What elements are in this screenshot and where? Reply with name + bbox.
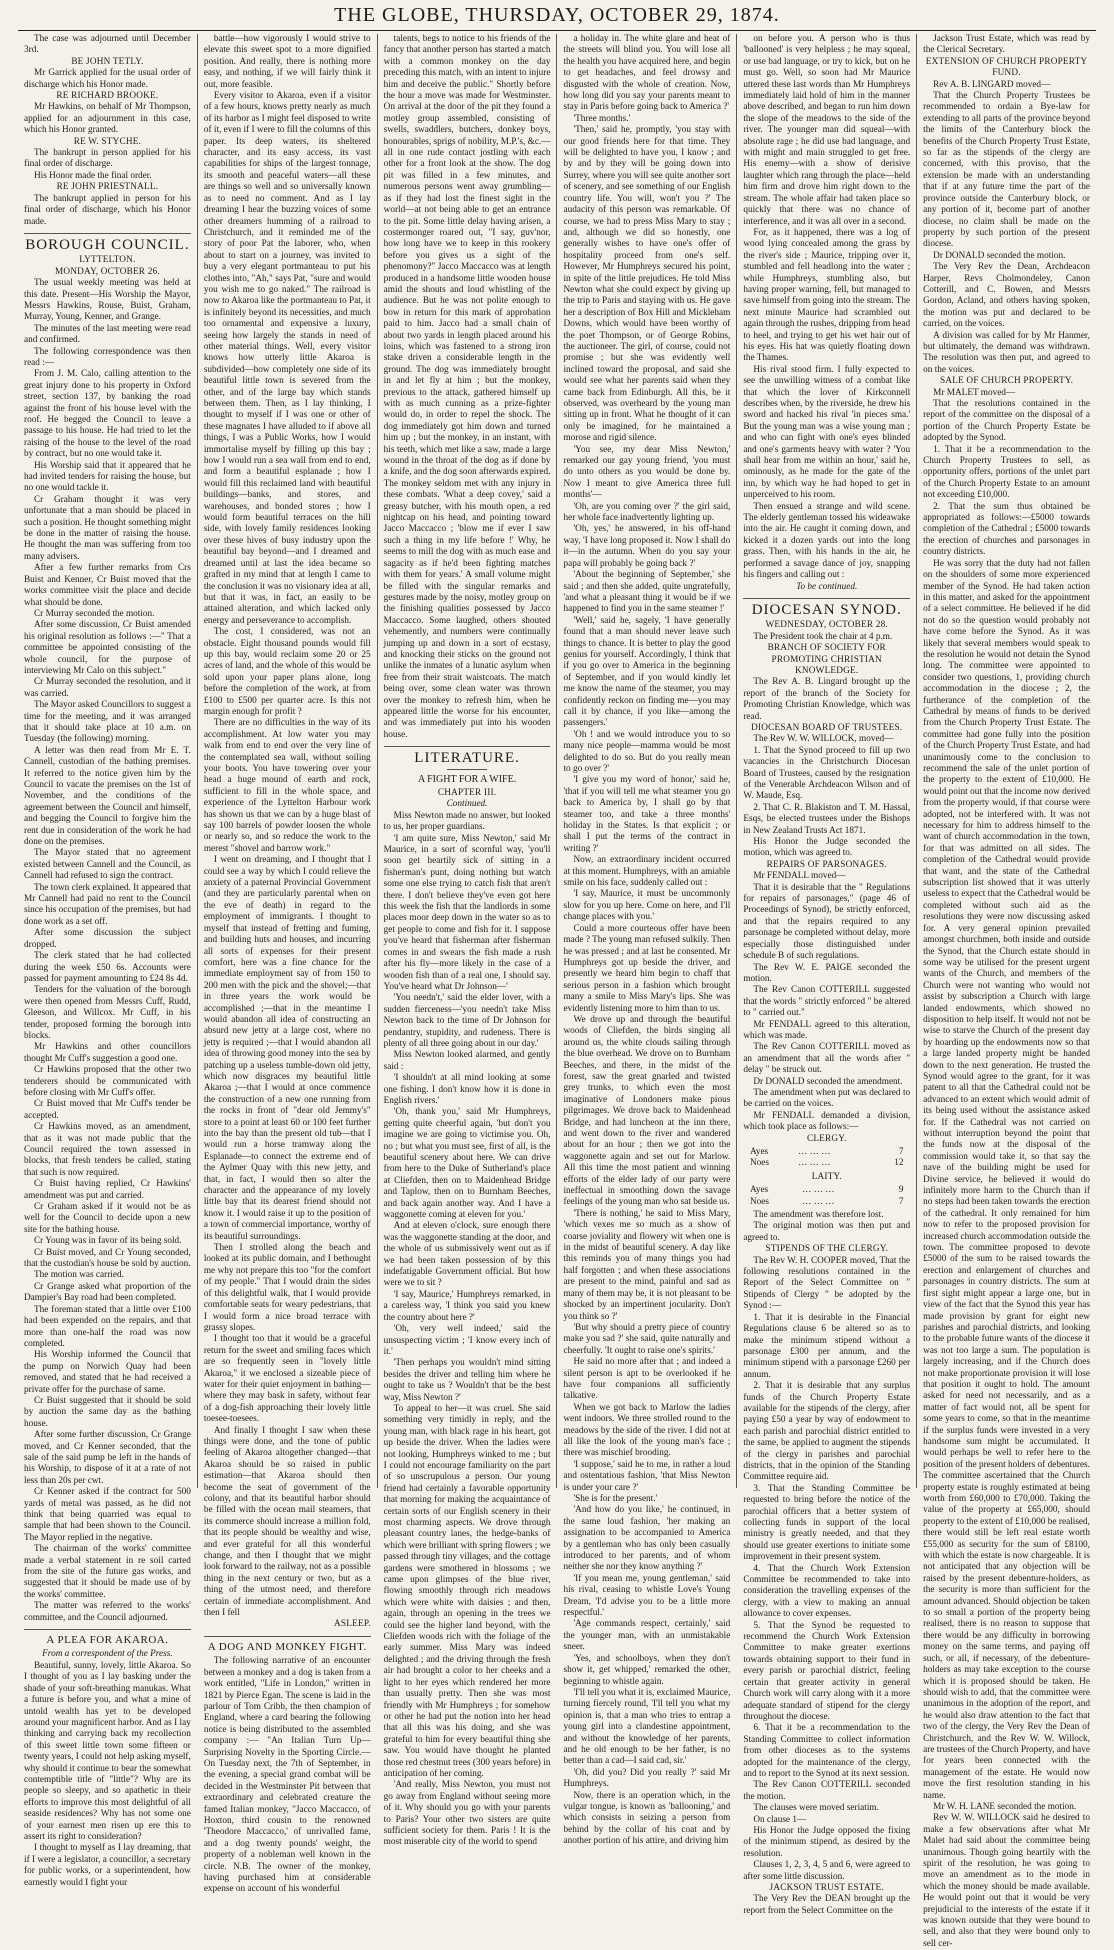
paragraph: Dr DONALD seconded the motion. [933,250,1066,261]
paragraph: Cr Graham thought it was very unfortunate that a man should be placed in such a position. He thought something might be done in the matter of raising the house. He thought the man was suffering from too many advisers. [24,494,191,562]
paragraph: The bankrupt applied in person for his final order of discharge, which his Honor made. [24,193,191,227]
paragraph: The Rev Canon COTTERILL seconded the motion. [743,1780,911,1802]
paragraph: RE RICHARD BROOKE. [56,91,159,102]
paragraph: 'Well,' said he, sagely, 'I have generally found that a man should never leave such things to chance. It is better to play the good genius for yourself. Accordingly, I think that if you go over to America in the beginning of September, and if you would kindly let me know the name of the steamer, you may confidently reckon on finding me—you may call it by chance, if you like—among the passengers.' [563,615,731,729]
paragraph: A letter was then read from Mr E. T. Cannell, custodian of the bathing premises. It referred to the notice given him by the Council to vacate the premises on the 1st of November, and the conditions of the agreement between the Council and himself, and begging the Council to forgive him the rent due in consideration of the work he had done on the premises. [24,745,191,848]
paragraph: 'Oh, very well indeed,' said the unsuspecting victim ; 'I know every inch of it.' [383,1324,551,1357]
paragraph: 'Age commands respect, certainly,' said the younger man, with an unmistakable sneer. [563,1619,731,1653]
paragraph: He was sorry that the duty had not fallen on the shoulders of some more experienced member of the Synod. He had taken action in this matter, and asked for the appointment of a select committee. He believed if he did not do so the question would probably not have come before the Synod. As it was likely that several members would speak to the resolution he would not detain the Synod long. The committee were appointed to consider two questions, 1, providing church accommodation in the diocese ; 2, the furtherance of the completion of the Cathedral by means of funds to be derived from the Church Property Trust Estate. The committee had gone fully into the position of the Church Property Trust Estate, and had unanimously come to the conclusion to recommend the sale of the unlet portion of the property to the extent of £10,000. He would point out that the income now derived from the property would, if that course were adopted, not be interfered with. It was not necessary for him to address himself to the want of church accommodation in the town, for that was admitted on all sides. The completion of the Cathedral would provide that want, and the state of the Cathedral subscription list showed that it was utterly useless to expect that the Cathedral would be completed without such aid as the resolutions they were now discussing asked for. A very general opinion prevailed amongst churchmen, both inside and outside the Synod, that the Church estate should in some way be utilised for the present urgent wants of the Church, and members of the Church were not wanting who would not assist by subscription a Church with large landed endowments, which showed no disposition to help itself. It would not not be wise to starve the Church of the present day by hoarding up the endowments now so that a large landed property might be handed down to the next generation. He trusted the Synod would agree to the grant, for it was patent to all that the Cathedral could not be advanced to an extent which would admit of its being used without the assistance asked for. If the Cathedral was not carried on without interruption beyond the point that the funds now at the disposal of the commission would take it, so that say the nave of the building might be used for Divine service, he believed it would do infinitely more harm to the Church than if no steps had been taken towards the erection of the cathedral. It only remained for him now to refer to the proposed provision for increased church accommodation outside the town. The committee proposed to devote £5000 of the sum to be raised towards the erection and enlargement of churches and parsonages in country districts. The sum at first sight might appear a large one, but in view of the fact that the Synod this year has made provision by grant for eight new parishes and parochial districts, and looking to the probable future wants of the diocese it was not too large a sum. The population is largely increasing, and if the Church does not make proportionate provision it will lose that position it ought to hold. The amount asked for need not necessarily, and as a matter of fact would not, all be spent for some years to come, so that in the meantime if the surplus funds were invested in a very handsome sum might be accumulated. It would perhaps be well to refer here to the position of the present holders of debentures. The committee ascertained that the Church property estate is roughly estimated at being worth from £60,000 to £70,000. Taking the value of the property at £65,000, should property to the extent of £10,000 be realised, there would still be left real estate worth £55,000 as security for the sum of £8100, with which the estate is now chargeable. It is not anticipated that any objection will be raised by the present debenture-holders, as the security is more than sufficient for the amount advanced. Should objection be taken to so small a portion of the property being realised, there is no reason to suppose that there would be any difficulty in borrowing money on the same terms, and paying off such, or all, if necessary, of the debenture-holders as may take exception to the course which it is proposed should be taken. He should wish to add, that the committee were unanimous in the adoption of the report, and he would also draw attention to the fact that two of the clergy, the Very Rev the Dean of Christchurch, and the Rev W. W. Willock, are trustees of the Church Property, and have for years been connected with the management of the estate. He would now move the first resolution standing in his name. [923,558,1090,1801]
plea-heading: A PLEA FOR AKAROA. [46,1634,169,1647]
paragraph: 'And how do you like,' he continued, in the same loud fashion, 'her making an assignation to be accompanied to America by a gentleman who has only been casually introduced to her parents, and of whom neither she nor they know anything ?' [563,1505,731,1573]
paragraph: When we got back to Marlow the ladies went indoors. We three strolled round to the meadows by the side of the river. I did not at all like the look of the young man's face ; there was mischief brooding. [563,1402,731,1459]
paragraph: A division was called for by Mr Hanmer, but ultimately, the demand was withdrawn. The resolution was then put, and agreed to on the voices. [923,330,1090,375]
column-4 [557,34,737,1847]
paragraph: 'Oh, are you coming over ?' the girl said, her whole face inadvertently lighting up. [563,501,731,524]
paragraph: 'If you mean me, young gentleman,' said his rival, ceasing to whistle Love's Young Dream, 'I'd advise you to be a little more respectful.' [563,1573,731,1619]
paragraph: Now, there is an operation which, in the vulgar tongue, is known as 'ballooning,' and which consists in seizing a person from behind by the collar of his coat and by another portion of his attire, and driving him [563,1790,731,1847]
vote-dots: … … … [798,1147,831,1157]
paragraph: I thought to myself as I lay dreaming, that if I were a legislator, a councillor, a secretary for public works, or a superintendent, how earnestly would I fight your [24,1843,191,1888]
column-6 [917,34,1096,1949]
paragraph: 'I say, Maurice, it must be uncommonly slow for you up here. Come on here, and I'll change places with you.' [563,889,731,923]
paragraph: 'I am quite sure, Miss Newton,' said Mr Maurice, in a sort of scornful way, 'you'll soon get heartily sick of sitting in a fisherman's punt, doing nothing but watch some one else trying to catch fish that aren't there. I don't believe they've even got here this week the fish that the landlords in some places moor deep down in the water so as to get people to come and fish for it. I suppose you've heard that fisherman after fisherman comes in and swears the fish made a rush after his fly—more likely in the case of a wooden fish than of a real one, I should say. You've heard what Dr Johnson—' [383,833,551,992]
paragraph: 'Oh, yes,' he answered, in his off-hand way, 'I have long proposed it. Now I shall do it—in the autumn. When do you say your papa will probably be going back ?' [563,524,731,569]
paragraph: The following correspondence was then read :— [24,346,191,368]
vote-row [750,1185,903,1196]
divider [24,233,191,234]
paragraph: BRANCH OF SOCIETY FOR PROMOTING CHRISTIAN KNOWLEDGE. [767,643,886,676]
vote-label: Ayes [749,1147,769,1157]
paragraph: 4. That the Church Work Extension Committee be recommended to take into consideration the travelling expenses of the clergy, with a view to making an annual allowance to cover expenses. [743,1563,911,1620]
column-1 [18,34,198,1888]
paragraph: 'I'll tell you what it is, exclaimed Maurice, turning fiercely round, 'I'll tell you what my opinion is, that a man who tries to entrap a young girl into a clandestine appointment, and without the knowledge of her parents, and he old enough to be her father, is no better than a cad—I said cad, sir.' [563,1687,731,1767]
synod-body [743,632,910,1134]
paragraph: EXTENSION OF CHURCH PROPERTY FUND. [925,56,1088,79]
paragraph: RE JOHN PRIESTNALL. [56,182,159,193]
synod-continued [923,34,1090,1950]
paragraph: RE W. STYCHE. [73,136,142,147]
paragraph: Could a more courteous offer have been made ? The young man refused sulkily. Then he was pressed ; and at last he consented. Mr Humphreys got up beside the driver, and presently we heard him begin to chaff that serious person in a fashion which brought many a smile to Miss Mary's lips. She was evidently listening more to him than to us. [563,923,731,1014]
paragraph: 'I shouldn't at all mind looking at some one fishing. I don't know how it is done in English rivers.' [383,1073,551,1106]
paragraph: Mr FENDALL agreed to this alteration, which was made. [743,1019,911,1041]
paragraph: 'I give you my word of honor,' said he, 'that if you will tell me what steamer you go back to America by, I shall go by that steamer too, and take a three months' holiday in the States. Is that explicit ; or shall I put the terms of the contract in writing ?' [563,775,731,854]
paragraph: Jackson Trust Estate, which was read by the Clerical Secretary. [923,34,1090,56]
divider [743,598,910,599]
paragraph: His Honor the Judge seconded the motion, which was agreed to. [743,837,911,859]
synod-heading: DIOCESAN SYNOD. [751,601,902,618]
paragraph: The Rev W. E. PAIGE seconded the motion. [743,962,911,984]
paragraph: The President took the chair at 4 p.m. [753,631,893,642]
paragraph: SALE OF CHURCH PROPERTY. [940,376,1074,387]
paragraph: 'I suppose,' said he to me, in rather a loud and ostentatious fashion, 'that Miss Newton is under your care ?' [563,1459,731,1493]
paragraph: Then ensued a strange and wild scene. The elderly gentleman tossed his wideawake into the air. He caught it coming down, and kicked it a dozen yards out into the long grass. Then, with his hands in the air, he performed a savage dance of joy, snapping his fingers and calling out : [743,501,911,581]
paragraph: The Very Rev the DEAN brought up the report from the Select Committee on the [743,1894,911,1916]
vote-row [750,1158,903,1169]
paragraph: The usual weekly meeting was held at this date. Present—His Worship the Mayor, Messrs Hawkins, Rouse, Buist, Graham, Murray, Young, Kenner, and Grange. [24,278,191,323]
story-continued [563,34,730,1848]
paragraph: The Mayor stated that no agreement existed between Cannell and the Council, as Cannell had refused to sign the contract. [24,848,191,882]
paragraph: Rev A. B. LINGARD moved— [933,79,1051,90]
paragraph: Beautiful, sunny, lovely, little Akaroa. So I thought of you as I lay basking under the shade of your soft-breathing manukas. What a future is before you, and what a mine of untold wealth has yet to be developed around your magnificent harbor. And as I lay thinking and carrying back my recollection of this sweet little town some fifteen or twenty years, I could not help asking myself, why should it continue to bear the somewhat contemptible title of "little"? Why are its people so sleepy, and so apathetic in their efforts to improve this most delightful of all seaside residences? Why has not some one of your earnest men risen up ere this to assert its right to consideration? [24,1660,191,1842]
paragraph: The bankrupt in person applied for his final order of discharge. [24,148,191,170]
paragraph: Cr Hawkins moved, as an amendment, that as it was not made public that the Council required the town assessed in blocks, that fresh tenders be called, stating that such is now required. [24,1122,191,1178]
paragraph: Mr FENDALL moved— [753,871,846,882]
paragraph: 1. That it be a recommendation to the Church Property Trustees to sell, as opportunity offers, portions of the unlet part of the Church Property Estate to an amount not exceeding £10,000. [923,444,1090,501]
paragraph: The Very Rev the Dean, Archdeacon Harper, Revs Cholmondeley, Canon Cotterill, and C. Bowen, and Messrs Gordon, Acland, and others having spoken, the motion was put and declared to be carried, on the voices. [923,262,1090,330]
paragraph: Cr Buist suggested that it should be sold by auction the same day as the bathing house. [24,1395,191,1429]
borough-place: LYTTELTON. [79,255,136,266]
vote-label: Noes [749,1158,769,1169]
paragraph: The Rev W. W. WILLOCK, moved— [753,734,894,745]
paragraph: His rival stood firm. I fully expected to see the unwilling witness of a combat like that which the lover of Kirkconnell describes when, by the riverside, he drew his sword and hacked his rival 'in pieces sma.' But the young man was a wise young man ; and who can fight with one's eyes blinded and one's garments heavy with water ? 'You shall hear from me within an hour,' said he, ominously, as he made for the gate of the inn, by which way he had hoped to get in unperceived to his room. [743,364,911,501]
paragraph: 'Then,' said he, promptly, 'you stay with our good friends here for that time. They will be delighted to have you, I know ; and by and by they will be going down into Surrey, where you will see quite another sort of scenery, and see something of our English country life. You will, won't you ?' The audacity of this person was remarkable. Of course, we had to press Miss Mary to stay ; and, although we did so honestly, one generally wishes to have one's offer of hospitality proceed from one's self. However, Mr Humphreys secured his point, in spite of the little prejudices. He told Miss Newton what she could expect by giving up the trip to Paris and staying with us. He gave her a description of Box Hill and Mickleham Downs, which would have been worthy of the poet Thompson, or of George Robins, the auctioneer. The girl, of course, could not promise ; but she was evidently well inclined toward the proposal, and said she would see what her parents said when they came back from Edinburgh. All this, be it observed, was overheard by the young man sitting up in front. What he thought of it can only be imagined, for he maintained a morose and rigid silence. [563,125,731,444]
masthead [18,0,1096,31]
paragraph: Tenders for the valuation of the borough were then opened from Messrs Cuff, Rudd, Gleeson, and Willcox. Mr Cuff, in his tender, proposed forming the borough into blocks. [24,985,191,1041]
paragraph: DIOCESAN BOARD OF TRUSTEES. [751,722,903,733]
paragraph: The amendment when put was declared to be carried on the voices. [743,1087,911,1110]
story-end [743,34,910,582]
paragraph: The clauses were moved seriatim. [753,1803,879,1814]
paragraph: Miss Newton looked alarmed, and gently said : [383,1050,551,1072]
plea-byline: From a correspondent of the Press. [42,1649,173,1660]
story-continued-note: Continued. [446,799,488,810]
paragraph: 2. That the sum thus obtained be appropriated as follows:—£5000 towards completion of the Cathedral ; £5000 towards the erection of churches and parsonages in country districts. [923,501,1090,558]
plea-body [24,1661,191,1889]
paragraph: 2. That it is desirable that any surplus funds of the Church Property Estate available for the stipends of the clergy, after paying £50 a year by way of endowment to each parish and parochial district entitled to the same, be applied to augment the stipends of the clergy in parishes and parochial districts, that in the opinion of the Standing Committee require aid. [743,1381,911,1483]
vote-label: Noes [749,1196,769,1207]
paragraph: The Rev Canon COTTERILL moved as an amendment that all the words after " delay " be struck out. [743,1042,911,1076]
paragraph: After some discussion the subject dropped. [24,928,191,950]
column-3 [378,34,558,1848]
paragraph: 1. That the Synod proceed to fill up two vacancies in the Christchurch Diocesan Board of Trustees, caused by the resignation of the Venerable Archdeacon Wilson and of W. Maude, Esq. [743,745,911,802]
paragraph: on before you. A person who is thus 'ballooned' is very helpless ; he may squeal, or use bad language, or try to kick, but on he must go. Well, so soon had Mr Maurice uttered these last words than Mr Humphreys immediately laid hold of him in the manner above described, and began to run him down the slope of the meadows to the side of the river. The younger man did squeal—with absolute rage ; he did use bad language, and with might and main struggled to get free. His enemy—with a show of derisive laughter which rang through the place—held him firm and drove him right down to the stream. The whole affair had taken place so quickly that there was no chance of interference, and it was all over in a second. [743,34,911,227]
vote-dots: … … … [802,1196,835,1207]
paragraph: The cost, I considered, was not an obstacle. Eight thousand pounds would fill up this bay, would reclaim some 20 or 25 acres of land, and the whole of this would be sold upon your paper plans alone, long before the completion of the work, at from £100 to £500 per quarter acre. Is this not margin enough for profit ? [203,627,371,717]
paragraph: Rev W. W. WILLOCK said he desired to make a few observations after what Mr Malet had said about the committee being unanimous. Though going heartily with the spirit of the resolution, he was going to move an amendment as to the mode in which the money should be made available. He would point out that it would be very prejudicial to the interests of the estate if it was known outside that they were bound to sell, and also that they were bound only to sell cer- [923,1813,1090,1949]
paragraph: After a few further remarks from Crs Buist and Kenner, Cr Buist moved that the works committee visit the place and decide what should be done. [24,563,191,608]
paragraph: And at eleven o'clock, sure enough there was the waggonette standing at the door, and the whole of us submissively went out as if we had been taken possession of by this indefatigable Government official. But how were we to sit ? [383,1221,551,1289]
paragraph: The town clerk explained. It appeared that Mr Cannell had paid no rent to the Council since his occupation of the premises, but had done work as a set off. [24,882,191,927]
column-container [18,34,1096,1949]
paragraph: a holiday in. The white glare and heat of the streets will blind you. You will lose all the health you have acquired here, and begin to get headaches, and feel drowsy and disgusted with the whole of creation. Now, how long did you say your parents meant to stay in Paris before going back to America ?' [563,34,731,113]
paragraph: From J. M. Calo, calling attention to the great injury done to his property in Oxford street, section 137, by banking the road against the front of his house level with the roof. He begged the Council to leave a passage to his house. He had tried to let the raising of the house to the level of the road by contract, but no one would take it. [24,369,191,460]
paragraph: That the resolutions contained in the report of the committee on the disposal of a portion of the Church Property Estate be adopted by the Synod. [923,399,1090,444]
paragraph: After some discussion, Cr Buist amended his original resolution as follows :—" That a committee be appointed consisting of the whole council, for the purpose of interviewing Mr Calo on this subject." [24,620,191,676]
story-chapter: CHAPTER III. [437,788,497,798]
paragraph: That it is desirable that the " Regulations for repairs of parsonages," (page 46 of Proceedings of Synod), be strictly enforced, and that the repairs required to any parsonage be completed without delay, more especially those distinguished under schedule B of such regulations. [743,882,911,962]
paragraph: 'Three months.' [573,113,631,124]
vote-count: 7 [898,1147,904,1157]
paragraph: That the Church Property Trustees be recommended to ordain a Bye-law for extending to all parts of the province beyond the limits of the Canterbury block the benefits of the Church Property Trust Estate, so far as the stipends of the clergy are concerned, with this proviso, that the extension be made with an understanding that if at any future time the part of the province outside the Canterbury block, or any portion of it, become part of another diocese, no claim shall be made on the property by such portion of the present diocese. [923,91,1090,250]
paragraph: 5. That the Synod be requested to recommend the Church Work Extension Committee to make greater exertions towards obtaining support to their fund in every parish or parochial district, feeling certain that greater activity in general Church work will carry along with it a more adequate standard of stipend for the clergy throughout the diocese. [743,1620,911,1722]
paragraph: The motion was carried. [34,1270,124,1281]
paragraph: Cr Kenner asked if the contract for 500 yards of metal was passed, as he did not think that being quarried was equal to sample that had been shown to the Council. The Mayor replied in the negative. [24,1487,191,1543]
paragraph: 'Oh, thank you,' said Mr Humphreys, getting quite cheerful again, 'but don't you imagine we are going to victimise you. Oh, no ; but what you must see, first of all, is the beautiful scenery about here. We can drive from here to the Duke of Sutherland's place at Cliefden, then on to Maidenhead Bridge and Taplow, then on to Burnham Beeches, and back again another way. And I have a waggonette coming at eleven for you.' [383,1107,551,1221]
paragraph: Cr Buist moved, and Cr Young seconded, that the custodian's house be sold by auction. [24,1247,191,1270]
paragraph: To appeal to her—it was cruel. She said something very timidly in reply, and the young man, with black rage in his heart, got up beside the driver. When the ladies were not looking, Humphreys winked to me ; but I could not encourage familiarity on the part of so unscrupulous a person. Our young friend had certainly a favorable opportunity that morning for making the acquaintance of certain sorts of our English scenery in their most charming aspects. We drove through pleasant country lanes, the hedge-banks of which were brilliant with spring flowers ; we passed through tiny villages, and the cottage gardens were smothered in blossoms ; we came upon glimpses of the blue river, flowing smoothly through rich meadows which were white with daisies ; and then, again, through an opening in the trees we could see the higher land beyond, with the Cliefden woods rich with the foliage of the early summer. Miss Mary was indeed delighted ; and the driving through the fresh air had brought a color to her cheeks and a light to her eyes which rendered her more than usually pretty. Then she was most friendly with Mr Humphreys ; for somehow or other he had put the notion into her head that all this was his doing, and she was grateful to him for every beautiful thing she saw. You would have thought he planted those red chestnut trees (300 years before) in anticipation of her coming. [383,1403,551,1779]
paragraph: 'About the beginning of September,' she said ; and then she added, quite ungratefully, 'and what a pleasant thing it would be if we happened to find you in the same steamer !' [563,570,731,615]
asleep-signoff: ASLEEP. [334,1619,371,1630]
paragraph: 'She is for the present.' [573,1494,658,1504]
paragraph: Mr MALET moved— [933,387,1016,398]
vote-count: 12 [894,1158,904,1169]
paragraph: Mr Garrick applied for the usual order of discharge which his Honor made. [24,68,191,90]
vote-row [750,1197,903,1208]
paragraph: 6. That it be a recommendation to the Standing Committee to collect information from other dioceses as to the systems adopted for the maintenance of the clergy, and to report to the Synod at its next session. [743,1723,911,1779]
paragraph: He said no more after that ; and indeed a silent person is apt to be overlooked if he have four companions all sufficiently talkative. [563,1357,731,1402]
paragraph: 'You see, my dear Miss Newton,' remarked our gay young friend, 'you must do unto others as you would be done by. Now I meant to give America three full months'— [563,444,731,501]
literature-heading: LITERATURE. [414,750,520,767]
borough-council-body [24,278,191,1624]
synod-body-continued [743,1210,910,1917]
paragraph: Now, an extraordinary incident occurred at this moment. Humphreys, with an amiable smile on his face, suddenly called out : [563,855,731,889]
paragraph: 'And really, Miss Newton, you must not go away from England without seeing more of it. Why should you go with your parents to Paris? Your other two sisters are quite sufficient society for them. Paris ! It is the most miserable city of the world to spend [383,1780,551,1848]
plea-continued [204,34,371,1619]
paragraph: 3. That the Standing Committee be requested to bring before the notice of the parochial officers that a better system of collecting funds in support of the local ministry is greatly needed, and that they should use greater exertions to initiate some improvement in their present system. [743,1483,911,1563]
divider [384,746,551,747]
clergy-vote-table [750,1147,903,1170]
paragraph: The foreman stated that a little over £100 had been expended on the repairs, and that more than one-half the road was now completed. [24,1304,191,1349]
paragraph: His Honor the Judge opposed the fixing of the minimum stipend, as desired by the resolution. [743,1825,911,1859]
paragraph: 'There is nothing,' he said to Miss Mary, 'which vexes me so much as a show of coarse joviality and flowery wit when one is in the midst of beautiful scenery. A day like this reminds you of many things you had half forgotten ; and when these associations are present to the mind, painful and sad as many of them may be, it is not pleasant to be shocked by an impertinent jocularity. Don't you think so ?' [563,1208,731,1322]
paragraph: 'I say, Maurice,' Humphreys remarked, in a careless way, 'I think you said you knew the country about here ?' [383,1289,551,1323]
paragraph: 'Then perhaps you wouldn't mind sitting besides the driver and telling him where he ought to take us ? Wouldn't that be the best way, Miss Newton ?' [383,1358,551,1403]
paragraph: I thought too that it would be a graceful return for the sweet and smiling faces which are so frequently seen in "lovely little Akaroa," it we enclosed a sizeable piece of water for their quiet enjoyment in bathing—where they may bask in safety, without fear of a dog-fish approaching their lovely little toesee-toesees. [203,1334,371,1425]
paragraph: After some further discussion, Cr Grange moved, and Cr Kenner seconded, that the sale of the said pump be left in the hands of his Worship, to dispose of it at a rate of not less than 20s per cwt. [24,1430,191,1486]
laity-vote-table [750,1185,903,1208]
paragraph: Cr Grange asked what proportion of the Dampier's Bay road had been completed. [24,1281,191,1304]
paragraph: The amendment was therefore lost. [753,1210,884,1221]
borough-date: MONDAY, OCTOBER 26. [54,266,160,277]
divider [204,1636,371,1637]
paragraph: On clause 1— [753,1814,807,1825]
paragraph: Cr Murray seconded the resolution, and it was carried. [24,677,191,699]
paragraph: Mr Hawkins, on behalf of Mr Thompson, applied for an adjournment in this case, which his Honor granted. [24,102,191,136]
paragraph: Cr Murray seconded the motion. [34,608,155,619]
paragraph: His Worship informed the Council that the pump on Norwich Quay had been removed, and stated that he had received a private offer for the purchase of same. [24,1350,191,1395]
paragraph: We drove up and through the beautiful woods of Cliefden, the birds singing all around us, the white clouds sailing through the blue overhead. We drove on to Burnham Beeches, and there, in the midst of the forest, saw the great gnarled and twisted grey trunks, to which even the most imaginative of Londoners make pious pilgrimages. We drove back to Maidenhead Bridge, and had luncheon at the inn there, and went down to the river and wandered about for an hour ; then we got into the waggonette again and set out for Marlow. All this time the most patient and winning efforts of the elder lady of our party were ineffectual in smoothing down the savage feelings of the young man who sat beside us. [563,1014,731,1208]
paragraph: STIPENDS OF THE CLERGY. [765,1244,888,1255]
court-notes [24,34,191,228]
dog-continued [384,34,551,741]
paragraph: Then I strolled along the beach and looked at its public domain, and I bethought me why not prepare this too "for the comfort of my people." That I would drain the sides of this delightful walk, that I would provide comfortable seats for weary pedestrians, that I would form a nice broad terrace with grassy slopes. [203,1243,371,1333]
paragraph: 'Oh ! and we would introduce you to so many nice people—mamma would be most delighted to do so. But do you really mean to go over ?' [563,729,731,774]
paragraph: I went on dreaming, and I thought that I could see a way by which I could relieve the anxiety of a paternal Provincial Government (and they are particularly parental when on the eve of death) in regard to the employment of immigrants. I thought to myself that instead of fretting and fuming, and building huts and houses, and incurring all sorts of expenses for their present comfort, here was a fine chance for the immediate employment say of from 150 to 200 men with the pick and the shovel;—that in three years the work would be accomplished ;—that in the meantime I would abandon all idea of constructing an absurd new jetty at a large cost, where no jetty is required ;—that I would abandon all idea of throwing good money into the sea by patching up a useless tumble-down old jetty, which now disgraces my beautiful little Akaroa ;—that I would at once commence the construction of a new one running from the rocks in front of "dear old Jemmy's" store to a point at least 60 or 100 feet further into the bay than the present old tub—that I would run a horse tramway along the Esplanade—to connect the extreme end of the Aylmer Quay with this new jetty, and that, in fact, I would then so alter the character and the appearance of my lovely little bay that its dearest friend should not know it. I would raise it up to the position of a town of commercial importance, worthy of its beautiful surroundings. [203,855,371,1242]
paragraph: 1. That it is desirable in the Financial Regulations clause 6 be altered so as to make the minimum stipend without a parsonage £300 per annum, and the minimum stipend with a parsonage £260 per annum. [743,1312,911,1380]
paragraph: The Mayor asked Councillors to suggest a time for the meeting, and it was arranged that it should take place at 10 a.m. on Tuesday (the following) morning. [24,700,191,745]
paragraph: The Rev W. H. COOPER moved, That the following resolutions contained in the Report of the Select Committee on " Stipends of Clergy " be adopted by the Synod :— [743,1255,911,1312]
vote-label: Ayes [749,1185,769,1196]
paragraph: Cr Graham asked if it would not be as well for the Council to decide upon a new site for the bathing house. [24,1202,191,1235]
paragraph: battle—how vigorously I would strive to elevate this sweet spot to a more dignified position. And really, there is nothing more easy, and nothing, if we will fairly think it out, more feasible. [203,34,371,90]
masthead-title: THE GLOBE, THURSDAY, OCTOBER 29, 1874. [334,4,780,26]
divider [24,1629,191,1630]
paragraph: His Worship said that it appeared that he had invited tenders for raising the house, but no one would tackle it. [24,460,191,494]
paragraph: Cr Young was in favor of its being sold. [34,1236,182,1247]
vote-count: 7 [898,1196,904,1207]
laity-label: LAITY. [811,1171,842,1182]
paragraph: Cr Hawkins proposed that the other two tenderers should be communicated with before closing with Mr Cuff's offer. [24,1065,191,1098]
paragraph: The case was adjourned until December 3rd. [24,34,191,56]
paragraph: Mr FENDALL demanded a division, which took place as follows:— [743,1110,911,1133]
borough-council-heading: BOROUGH COUNCIL. [25,236,190,253]
paragraph: Every visitor to Akaroa, even if a visitor of a few hours, knows pretty nearly as much of its harbor as I might feel disposed to write of it, even if I were to fill the columns of this paper. Its deep waters, its sheltered character, and its easy access, its vast capabilities for ships of the largest tonnage, its smooth and peaceful waters—all these are things so well and so universally known as to need no comment. And as I lay dreaming I hear the buzzing voices of some other dreamers humming of a railroad to Christchurch, and it reminded me of the story of poor Pat the laborer, who, when about to start on a journey, was invited to buy a very elegant portmanteau to put his clothes into, "Ah," says Pat, "sure and would you wish me to go naked." The railroad is now to Akaroa like the portmanteau to Pat, it is infinitely beyond its necessities, and much too ornamental and expensive a luxury, seeing how largely the stands in need of other material things. Well, every visitor knows how utterly little Akaroa is subdivided—how completely one side of its beautiful little town is severed from the other, and of the large bay which stands between them. Then, as I lay thinking, I thought to myself if I was one or other of these magnates I have alluded to if above all things, I was a Public Works, how I would immortalise myself by filling up this bay ; how I would run a sea wall from end to end, and form a beautiful esplanade ; how I would fill this reclaimed land with beautiful buildings—banks, and stores, and warehouses, and bonded stores ; how I would form beautiful terraces on the hill side, with lovely family residences looking over these hives of busy industry upon the beautiful bay beyond—and I dreamed and dreamed until at last the idea became so grafted in my mind that at length I came to the conclusion it was no visionary idea at all, but that it was, in fact, an easily to be attained alteration, and which lacked only energy and perseverance to accomplish. [203,91,371,626]
paragraph: BE JOHN TETLY. [71,56,144,67]
paragraph: The clerk stated that he had collected during the week £50 6s. Accounts were passed for payment amounting to £24 8s 4d. [24,951,191,984]
paragraph: His Honor made the final order. [34,170,152,181]
paragraph: 'Oh, did you? Did you really ?' said Mr Humphreys. [563,1767,731,1790]
dog-heading: A DOG AND MONKEY FIGHT. [207,1640,367,1653]
paragraph: talents, begs to notice to his friends of the fancy that another person has started a match with a common monkey on the day preceding this match, with an intent to injure him and deceive the public." Shortly before the hour a move was made for Westminster. On arrival at the door of the pit they found a motley group assembled, consisting of swells, swaddlers, butchers, donkey boys, honourables, sprigs of nobility, M.P.'s, &c.—all in one rude contact jostling with each other for a front look at the show. The dog pit was filled in a few minutes, and numerous persons went away grumbling—as if they had lost the finest sight in the world—at not being able to get an entrance to the pit. Some little delay having arisen, a costermonger roared out, "I say, guv'nor, how long have we to keep in this rookery before you gives us a sight of the phenomony?" Jacco Maccacco was at length produced in a handsome little wooden house amid the shouts and loud whistling of the audience. But he was not polite enough to bow in return for this mark of approbation paid to him. Jacco had a small chain of about two yards in length placed around his loins, which was fastened to a strong iron stake driven a considerable length in the ground. The dog was immediately brought in and let fly at him ; but the monkey, previous to the attack, gathered himself up with as much cunning as a prize-fighter would do, in order to repel the shock. The dog immediately got him down and turned him up ; but the monkey, in an instant, with his teeth, which met like a saw, made a large wound in the throat of the dog as if done by a knife, and the dog soon afterwards expired. The monkey seldom met with any injury in these combats. 'What a deep covey,' said a greasy butcher, with his mouth open, a red nightcap on his head, and pointing toward Jacco Maccacco ; 'blow me if ever I saw such a thing in my life before !' Why, he seems to mill the dog with as much ease and sagacity as if he'd been fighting matches with them for years.' A small volume might be filled with the singular remarks and gestures made by the noisy, motley group on the finishing qualities possessed by Jacco Maccacco. Some laughed, others shouted vehemently, and numbers were continually jumping up and down in a sort of ecstasy, and knocking their sticks on the ground not unlike the inmates of a lunatic asylum when free from their strait waistcoats. The match being over, some clean water was thrown over the monkey to refresh him, when he appeared little the worse for his encounter, and was immediately put into his wooden house. [383,34,551,740]
column-2 [198,34,378,1895]
column-5 [737,34,917,1916]
paragraph: There are no difficulties in the way of its accomplishment. At low water you may walk from end to end over the very line of the contemplated sea wall, without soiling your boots. You have towering over your head a huge mound of earth and rock, sufficient to fill in the whole space, and experience of the Lyttelton Harbour work has shown us that we can by a huge blast of say 100 barrels of powder loosen the whole or nearly so, and so reduce the work to the merest "shovel and barrow work." [203,718,371,854]
vote-dots: … … … [798,1158,831,1169]
paragraph: The Rev Canon COTTERILL suggested that the words " strictly enforced " be altered to " carried out." [743,985,911,1019]
paragraph: Cr Buist having replied, Cr Hawkins' amendment was put and carried. [24,1179,191,1201]
paragraph: Mr Hawkins and other councillors thought Mr Cuff's suggestion a good one. [24,1042,191,1064]
paragraph: The minutes of the last meeting were read and confirmed. [24,323,191,346]
paragraph: Clauses 1, 2, 3, 4, 5 and 6, were agreed to after some little discussion. [743,1860,911,1882]
paragraph: 'But why should a pretty piece of country make you sad ?' she said, quite naturally and cheerfully. 'It ought to raise one's spirits.' [563,1322,731,1356]
paragraph: REPAIRS OF PARSONAGES. [766,859,887,870]
paragraph: The Rev A. B. Lingard brought up the report of the branch of the Society for Promoting Christian Knowledge, which was read. [743,677,911,722]
story-title: A FIGHT FOR A WIFE. [417,773,517,785]
short-rule [447,769,487,770]
dog-body [204,1656,371,1896]
paragraph: The original motion was then put and agreed to. [743,1221,911,1243]
paragraph: Mr W. H. LANE seconded the motion. [933,1801,1077,1812]
to-be-continued: To be continued. [796,581,858,592]
paragraph: And finally I thought I saw when these things were done, and the tone of public feeling of Akaroa altogether changed—that Akaroa should be so raised in public estimation—that Akaroa should then become the seat of government of the colony, and that its beautiful harbor should be filled with the ocean mail steamers, that its commerce should increase a million fold, that its people should be wealthy and wise, and ever grateful for all this wonderful change, and then I thought that we might look forward to the railway, not as a possible thing in the next century or two, but as a thing of the utmost need, and therefore certain of immediate accomplishment. And then I fell [203,1425,371,1619]
vote-row [750,1147,903,1158]
vote-count: 9 [898,1185,904,1196]
paragraph: Cr Buist moved that Mr Cuff's tender be accepted. [24,1099,191,1121]
clergy-label: CLERGY. [806,1133,847,1144]
paragraph: Dr DONALD seconded the amendment. [753,1076,903,1087]
synod-date: WEDNESDAY, OCTOBER 28. [765,620,888,631]
paragraph: The following narrative of an encounter between a monkey and a dog is taken from a work entitled, "Life in London," written in 1821 by Pierce Egan. The scene is laid in the parlour of Tom Cribb, the then champion of England, where a card bearing the following notice is being distributed to the assembled company :— "An Italian Turn Up—Surprising Novelty in the Sporting Circle.—On Tuesday next, the 7th of September, in the evening, a special grand combat will be decided in the Westminster Pit between that extraordinary and celebrated creature the famed Italian monkey, "Jacco Maccacco, of Hoxton, third cousin to the renowned 'Theodore Maccacco,' of unrivalled fame, and a dog twenty pounds' weight, the property of a nobleman well known in the circle. N.B. The owner of the monkey, having purchased him at considerable expense on account of his wonderful [203,1656,371,1895]
paragraph: 'You needn't,' said the elder lover, with a sudden fierceness—'you needn't take Miss Newton back to the time of Dr Johnson for pendantry, stupidity, and rudeness. There is plenty of all three going about in our day.' [383,993,551,1049]
paragraph: Miss Newton made no answer, but looked to us, her proper guardians. [383,810,551,833]
vote-dots: … … … [802,1185,835,1196]
story-body [384,811,551,1849]
paragraph: JACKSON TRUST ESTATE. [769,1883,884,1893]
paragraph: For, as it happened, there was a log of wood lying concealed among the grass by the river's side ; Maurice, tripping over it, stumbled and fell headlong into the water ; while Humphreys, stumbling also, but having proper warning, fell, but managed to save himself from going into the stream. The next minute Maurice had scrambled out again through the rushes, dripping from head to heel, and trying to get his wet hair out of his eyes. His hat was quietly floating down the Thames. [743,227,911,364]
paragraph: The chairman of the works' committee made a verbal statement in re soil carted from the site of the future gas works, and suggested that it should be made use of by the works' committee. [24,1544,191,1600]
paragraph: 'Yes, and schoolboys, when they don't show it, get whipped,' remarked the other, beginning to whistle again. [563,1653,731,1687]
paragraph: 2. That C. R. Blakiston and T. M. Hassal, Esqs, be elected trustees under the Bishops in New Zealand Trusts Act 1871. [743,802,911,836]
paragraph: The matter was referred to the works' committee, and the Council adjourned. [24,1601,191,1623]
